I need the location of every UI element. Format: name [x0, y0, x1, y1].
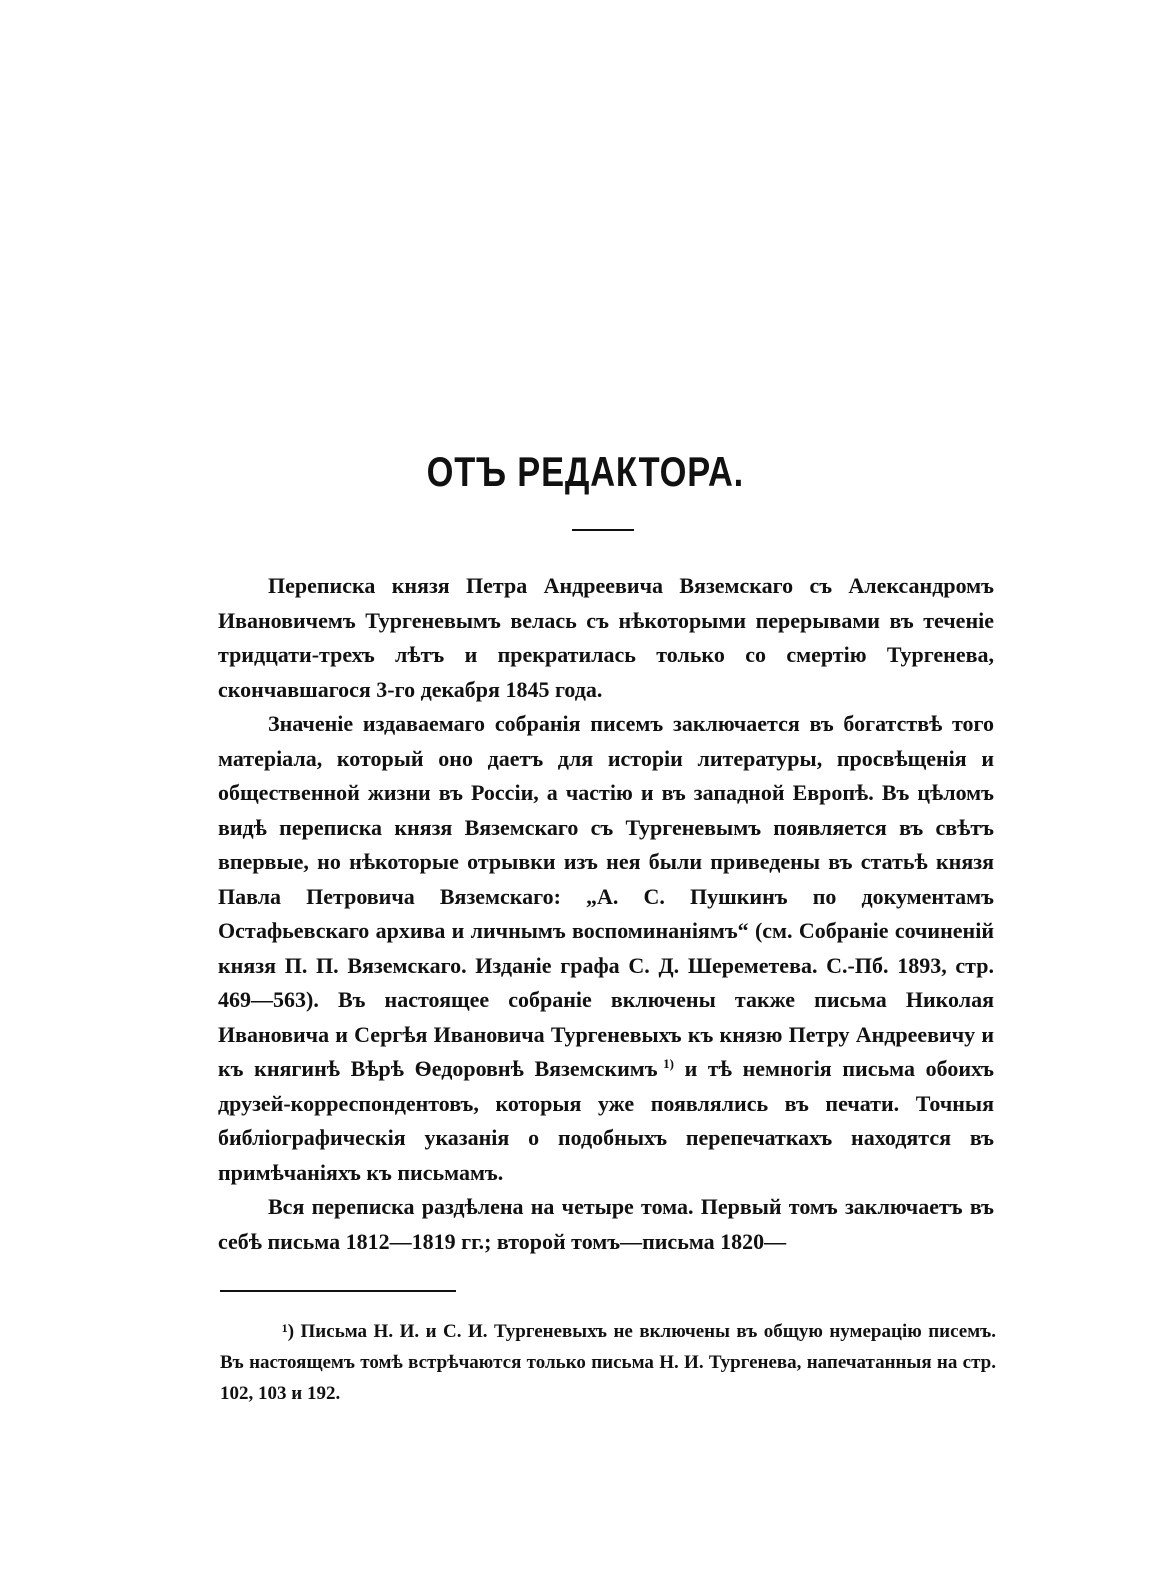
main-text	[218, 569, 994, 1259]
footnote-text: Письма Н. И. и С. И. Тургеневыхъ не включены въ общую нумерацію писемъ. Въ настоящемъ томѣ встрѣчаются только письма Н. И. Тургенева, напечатанныя на стр. 102, 103 и 192.	[220, 1321, 996, 1404]
footnote-divider	[220, 1290, 456, 1292]
paragraph-1-text: Переписка князя Петра Андреевича Вяземскаго съ Александромъ Ивановичемъ Тургеневымъ велась съ нѣкоторыми перерывами въ теченіе тридцати-трехъ лѣтъ и прекратилась только со смертію Тургенева, скончавшагося 3-го декабря 1845 года.	[218, 573, 994, 702]
paragraph-2-text-continued: и тѣ немногія письма обоихъ друзей-корреспондентовъ, которыя уже появлялись въ печати. Точныя библіографическія указанія о подобныхъ перепечаткахъ находятся въ примѣчаніяхъ къ письмамъ.	[218, 1056, 995, 1185]
paragraph-1	[218, 569, 994, 707]
title-divider	[572, 529, 634, 531]
paragraph-2-text: Значеніе издаваемаго собранія писемъ заключается въ богатствѣ того матеріала, который оно даетъ для исторіи литературы, просвѣщенія и общественной жизни въ Россіи, а частію и въ западной Европѣ. Въ цѣломъ видѣ переписка князя Вяземскаго съ Тургеневымъ появляется въ свѣтъ впервые, но нѣкоторые отрывки изъ нея были приведены въ статьѣ князя Павла Петровича Вяземскаго: „А. С. Пушкинъ по документамъ Остафьевскаго архива и личнымъ воспоминаніямъ“ (см. Собраніе сочиненій князя П. П. Вяземскаго. Изданіе графа С. Д. Шереметева. С.-Пб. 1893, стр. 469—563). Въ настоящее собраніе включены также письма Николая Ивановича и Сергѣя Ивановича Тургеневыхъ къ князю Петру Андреевичу и къ княгинѣ Вѣрѣ Ѳедоровнѣ Вяземскимъ	[218, 711, 994, 1081]
footnote-marker: ¹)	[282, 1321, 295, 1342]
footnote-reference: 1)	[663, 1056, 674, 1071]
page-title: ОТЪ РЕДАКТОРА.	[426, 448, 745, 495]
footnote	[220, 1316, 996, 1409]
paragraph-2	[218, 707, 994, 1190]
paragraph-3-text: Вся переписка раздѣлена на четыре тома. Первый томъ заключаетъ въ себѣ письма 1812—1819 гг.; второй томъ—письма 1820—	[218, 1194, 994, 1254]
paragraph-3	[218, 1190, 994, 1259]
